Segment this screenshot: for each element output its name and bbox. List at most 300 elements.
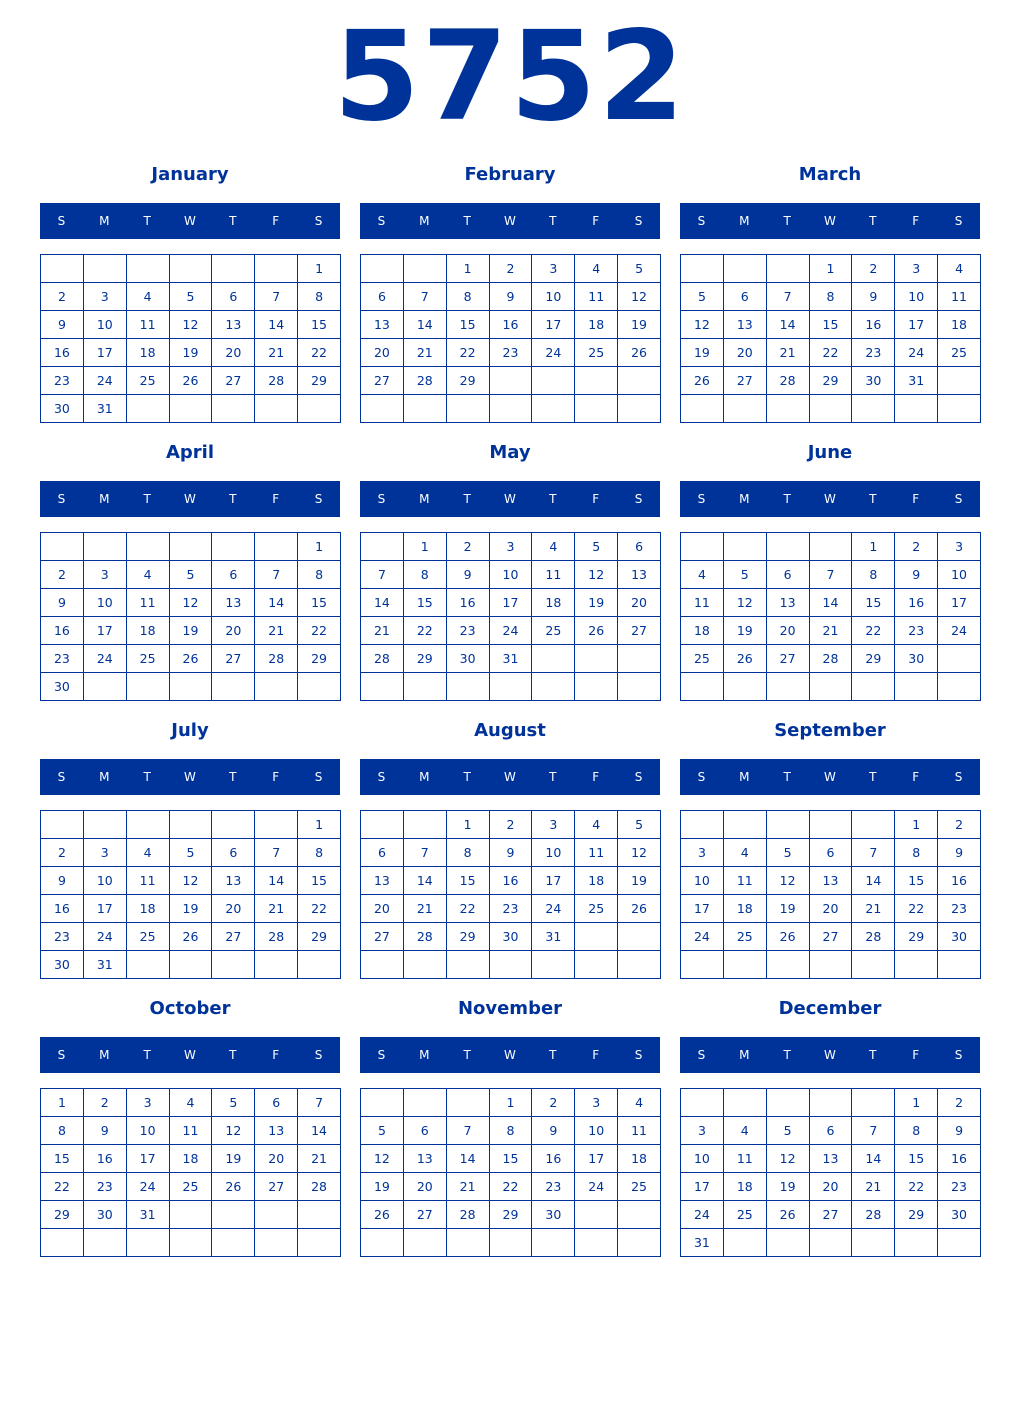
day-cell: 3 bbox=[532, 811, 575, 839]
weekday-label: M bbox=[739, 492, 750, 506]
day-cell: 17 bbox=[895, 311, 938, 339]
empty-cell bbox=[212, 1201, 255, 1229]
day-cell: 25 bbox=[724, 1201, 767, 1229]
weekday-label: T bbox=[783, 214, 791, 228]
empty-cell bbox=[41, 255, 84, 283]
weekday-label: F bbox=[272, 770, 280, 784]
weekday-label: T bbox=[549, 1048, 557, 1062]
day-cell: 23 bbox=[938, 895, 981, 923]
day-cell: 14 bbox=[404, 867, 447, 895]
empty-cell bbox=[404, 811, 447, 839]
day-cell: 7 bbox=[255, 283, 298, 311]
weekday-label: F bbox=[592, 492, 600, 506]
empty-cell bbox=[618, 951, 661, 979]
day-cell: 26 bbox=[170, 645, 213, 673]
day-cell: 13 bbox=[212, 589, 255, 617]
day-cell: 28 bbox=[447, 1201, 490, 1229]
day-cell: 5 bbox=[575, 533, 618, 561]
empty-cell bbox=[724, 1089, 767, 1117]
day-cell: 8 bbox=[447, 839, 490, 867]
empty-cell bbox=[724, 533, 767, 561]
weekday-header bbox=[40, 481, 340, 517]
day-cell: 22 bbox=[810, 339, 853, 367]
day-cell: 28 bbox=[255, 923, 298, 951]
day-cell: 30 bbox=[938, 1201, 981, 1229]
day-cell: 28 bbox=[810, 645, 853, 673]
day-cell: 14 bbox=[810, 589, 853, 617]
day-cell: 22 bbox=[447, 339, 490, 367]
weekday-label: F bbox=[912, 492, 920, 506]
empty-cell bbox=[41, 1229, 84, 1257]
day-cell: 26 bbox=[170, 367, 213, 395]
weekday-label: T bbox=[549, 492, 557, 506]
month-name: October bbox=[149, 998, 231, 1019]
day-cell: 2 bbox=[41, 283, 84, 311]
empty-cell bbox=[938, 645, 981, 673]
day-cell: 20 bbox=[212, 617, 255, 645]
empty-cell bbox=[212, 811, 255, 839]
day-cell: 25 bbox=[127, 645, 170, 673]
empty-cell bbox=[767, 673, 810, 701]
day-cell: 20 bbox=[404, 1173, 447, 1201]
day-cell: 31 bbox=[532, 923, 575, 951]
empty-cell bbox=[361, 255, 404, 283]
month-may bbox=[360, 441, 660, 706]
weekday-label: S bbox=[634, 770, 643, 784]
empty-cell bbox=[127, 673, 170, 701]
day-cell: 7 bbox=[361, 561, 404, 589]
day-cell: 15 bbox=[447, 311, 490, 339]
day-cell: 17 bbox=[127, 1145, 170, 1173]
day-cell: 2 bbox=[895, 533, 938, 561]
day-cell: 17 bbox=[681, 895, 724, 923]
day-cell: 30 bbox=[41, 395, 84, 423]
day-cell: 18 bbox=[618, 1145, 661, 1173]
empty-cell bbox=[618, 673, 661, 701]
day-cell: 29 bbox=[490, 1201, 533, 1229]
day-cell: 16 bbox=[490, 311, 533, 339]
day-cell: 22 bbox=[41, 1173, 84, 1201]
empty-cell bbox=[170, 1201, 213, 1229]
empty-cell bbox=[255, 811, 298, 839]
empty-cell bbox=[404, 255, 447, 283]
day-cell: 18 bbox=[127, 895, 170, 923]
day-cell: 7 bbox=[404, 839, 447, 867]
day-cell: 27 bbox=[212, 923, 255, 951]
day-cell: 25 bbox=[618, 1173, 661, 1201]
day-cell: 15 bbox=[298, 589, 341, 617]
day-cell: 20 bbox=[767, 617, 810, 645]
day-cell: 6 bbox=[767, 561, 810, 589]
day-cell: 24 bbox=[681, 1201, 724, 1229]
day-cell: 31 bbox=[127, 1201, 170, 1229]
day-cell: 6 bbox=[255, 1089, 298, 1117]
day-cell: 8 bbox=[447, 283, 490, 311]
empty-cell bbox=[938, 367, 981, 395]
empty-cell bbox=[532, 673, 575, 701]
weekday-label: T bbox=[783, 492, 791, 506]
day-cell: 7 bbox=[255, 839, 298, 867]
empty-cell bbox=[361, 395, 404, 423]
weekday-label: T bbox=[143, 770, 151, 784]
day-cell: 28 bbox=[852, 923, 895, 951]
weekday-label: S bbox=[377, 1048, 386, 1062]
day-cell: 4 bbox=[127, 839, 170, 867]
weekday-label: T bbox=[869, 492, 877, 506]
weekday-label: W bbox=[824, 214, 836, 228]
day-cell: 26 bbox=[767, 1201, 810, 1229]
day-cell: 10 bbox=[84, 311, 127, 339]
day-grid bbox=[360, 254, 661, 423]
empty-cell bbox=[852, 951, 895, 979]
empty-cell bbox=[41, 811, 84, 839]
empty-cell bbox=[170, 255, 213, 283]
day-cell: 12 bbox=[170, 589, 213, 617]
day-cell: 8 bbox=[404, 561, 447, 589]
weekday-header bbox=[680, 481, 980, 517]
day-cell: 23 bbox=[532, 1173, 575, 1201]
day-cell: 8 bbox=[810, 283, 853, 311]
weekday-label: S bbox=[697, 770, 706, 784]
day-cell: 30 bbox=[84, 1201, 127, 1229]
weekday-label: W bbox=[504, 492, 516, 506]
empty-cell bbox=[404, 673, 447, 701]
day-cell: 29 bbox=[447, 923, 490, 951]
empty-cell bbox=[852, 673, 895, 701]
day-cell: 2 bbox=[938, 1089, 981, 1117]
day-cell: 22 bbox=[895, 895, 938, 923]
day-cell: 23 bbox=[895, 617, 938, 645]
month-august bbox=[360, 719, 660, 984]
day-cell: 16 bbox=[852, 311, 895, 339]
day-cell: 5 bbox=[170, 839, 213, 867]
day-cell: 3 bbox=[895, 255, 938, 283]
day-cell: 26 bbox=[575, 617, 618, 645]
day-cell: 11 bbox=[127, 867, 170, 895]
weekday-label: W bbox=[824, 492, 836, 506]
day-cell: 18 bbox=[127, 339, 170, 367]
month-october bbox=[40, 997, 340, 1262]
day-cell: 5 bbox=[681, 283, 724, 311]
day-cell: 19 bbox=[681, 339, 724, 367]
day-cell: 17 bbox=[575, 1145, 618, 1173]
weekday-label: S bbox=[697, 214, 706, 228]
day-cell: 18 bbox=[575, 867, 618, 895]
weekday-header bbox=[360, 759, 660, 795]
day-cell: 14 bbox=[767, 311, 810, 339]
day-cell: 31 bbox=[895, 367, 938, 395]
day-cell: 12 bbox=[681, 311, 724, 339]
weekday-label: T bbox=[783, 770, 791, 784]
weekday-label: M bbox=[419, 492, 430, 506]
day-cell: 26 bbox=[767, 923, 810, 951]
month-name: November bbox=[457, 998, 563, 1019]
day-cell: 23 bbox=[41, 367, 84, 395]
empty-cell bbox=[404, 395, 447, 423]
weekday-label: T bbox=[549, 770, 557, 784]
empty-cell bbox=[532, 951, 575, 979]
day-cell: 31 bbox=[681, 1229, 724, 1257]
day-cell: 3 bbox=[84, 561, 127, 589]
day-cell: 15 bbox=[895, 867, 938, 895]
day-cell: 27 bbox=[404, 1201, 447, 1229]
empty-cell bbox=[938, 1229, 981, 1257]
day-cell: 28 bbox=[767, 367, 810, 395]
day-cell: 25 bbox=[532, 617, 575, 645]
weekday-label: T bbox=[143, 492, 151, 506]
day-cell: 29 bbox=[895, 1201, 938, 1229]
weekday-label: S bbox=[314, 214, 323, 228]
day-cell: 12 bbox=[767, 867, 810, 895]
empty-cell bbox=[84, 255, 127, 283]
day-cell: 22 bbox=[895, 1173, 938, 1201]
day-cell: 9 bbox=[938, 1117, 981, 1145]
day-cell: 27 bbox=[724, 367, 767, 395]
day-cell: 11 bbox=[127, 311, 170, 339]
weekday-header bbox=[40, 759, 340, 795]
day-cell: 7 bbox=[767, 283, 810, 311]
weekday-label: W bbox=[504, 770, 516, 784]
empty-cell bbox=[298, 1229, 341, 1257]
empty-cell bbox=[575, 367, 618, 395]
weekday-label: S bbox=[377, 492, 386, 506]
day-cell: 28 bbox=[255, 645, 298, 673]
month-september bbox=[680, 719, 980, 984]
day-cell: 30 bbox=[41, 951, 84, 979]
day-cell: 9 bbox=[490, 839, 533, 867]
day-cell: 12 bbox=[767, 1145, 810, 1173]
day-cell: 26 bbox=[681, 367, 724, 395]
day-cell: 17 bbox=[84, 339, 127, 367]
day-cell: 30 bbox=[447, 645, 490, 673]
day-cell: 10 bbox=[938, 561, 981, 589]
day-cell: 2 bbox=[41, 561, 84, 589]
day-cell: 19 bbox=[361, 1173, 404, 1201]
empty-cell bbox=[681, 951, 724, 979]
empty-cell bbox=[724, 395, 767, 423]
day-cell: 6 bbox=[361, 283, 404, 311]
empty-cell bbox=[255, 533, 298, 561]
weekday-label: M bbox=[99, 770, 110, 784]
day-cell: 25 bbox=[127, 367, 170, 395]
weekday-label: F bbox=[272, 492, 280, 506]
empty-cell bbox=[170, 533, 213, 561]
weekday-label: F bbox=[272, 1048, 280, 1062]
day-cell: 13 bbox=[404, 1145, 447, 1173]
day-cell: 6 bbox=[810, 1117, 853, 1145]
empty-cell bbox=[490, 951, 533, 979]
weekday-label: T bbox=[463, 214, 471, 228]
empty-cell bbox=[724, 951, 767, 979]
day-grid bbox=[680, 1088, 981, 1257]
weekday-label: W bbox=[504, 214, 516, 228]
day-cell: 3 bbox=[490, 533, 533, 561]
month-name: December bbox=[778, 998, 882, 1019]
day-cell: 20 bbox=[212, 895, 255, 923]
weekday-label: S bbox=[377, 770, 386, 784]
day-cell: 19 bbox=[170, 339, 213, 367]
day-cell: 25 bbox=[575, 339, 618, 367]
day-grid bbox=[40, 532, 341, 701]
day-cell: 3 bbox=[532, 255, 575, 283]
day-cell: 19 bbox=[767, 895, 810, 923]
day-cell: 14 bbox=[361, 589, 404, 617]
weekday-header bbox=[680, 1037, 980, 1073]
day-cell: 8 bbox=[895, 839, 938, 867]
day-cell: 18 bbox=[575, 311, 618, 339]
day-cell: 8 bbox=[490, 1117, 533, 1145]
day-cell: 10 bbox=[127, 1117, 170, 1145]
day-cell: 28 bbox=[404, 367, 447, 395]
day-cell: 1 bbox=[447, 811, 490, 839]
empty-cell bbox=[618, 923, 661, 951]
empty-cell bbox=[361, 951, 404, 979]
day-cell: 20 bbox=[724, 339, 767, 367]
day-cell: 24 bbox=[127, 1173, 170, 1201]
day-cell: 4 bbox=[938, 255, 981, 283]
empty-cell bbox=[84, 1229, 127, 1257]
day-cell: 18 bbox=[724, 1173, 767, 1201]
day-cell: 17 bbox=[84, 895, 127, 923]
day-cell: 20 bbox=[255, 1145, 298, 1173]
day-cell: 9 bbox=[447, 561, 490, 589]
empty-cell bbox=[767, 1229, 810, 1257]
day-cell: 24 bbox=[575, 1173, 618, 1201]
weekday-label: F bbox=[912, 214, 920, 228]
day-cell: 3 bbox=[84, 839, 127, 867]
month-name: September bbox=[774, 720, 886, 741]
day-cell: 12 bbox=[170, 311, 213, 339]
day-cell: 19 bbox=[767, 1173, 810, 1201]
empty-cell bbox=[255, 1229, 298, 1257]
empty-cell bbox=[298, 1201, 341, 1229]
empty-cell bbox=[767, 951, 810, 979]
day-cell: 19 bbox=[618, 867, 661, 895]
weekday-header bbox=[40, 203, 340, 239]
day-cell: 4 bbox=[575, 811, 618, 839]
day-cell: 15 bbox=[298, 311, 341, 339]
day-cell: 28 bbox=[404, 923, 447, 951]
day-cell: 29 bbox=[852, 645, 895, 673]
day-cell: 30 bbox=[490, 923, 533, 951]
weekday-label: M bbox=[99, 214, 110, 228]
empty-cell bbox=[938, 395, 981, 423]
empty-cell bbox=[84, 673, 127, 701]
empty-cell bbox=[532, 1229, 575, 1257]
day-cell: 3 bbox=[84, 283, 127, 311]
day-cell: 16 bbox=[490, 867, 533, 895]
weekday-label: S bbox=[954, 492, 963, 506]
empty-cell bbox=[895, 1229, 938, 1257]
day-grid bbox=[360, 532, 661, 701]
day-cell: 25 bbox=[170, 1173, 213, 1201]
day-cell: 5 bbox=[618, 255, 661, 283]
day-cell: 17 bbox=[84, 617, 127, 645]
day-cell: 17 bbox=[681, 1173, 724, 1201]
day-cell: 27 bbox=[361, 923, 404, 951]
day-cell: 11 bbox=[127, 589, 170, 617]
empty-cell bbox=[681, 811, 724, 839]
day-cell: 1 bbox=[810, 255, 853, 283]
day-cell: 9 bbox=[41, 867, 84, 895]
day-grid bbox=[40, 1088, 341, 1257]
empty-cell bbox=[852, 1089, 895, 1117]
empty-cell bbox=[767, 255, 810, 283]
day-cell: 28 bbox=[255, 367, 298, 395]
empty-cell bbox=[810, 533, 853, 561]
month-name: February bbox=[464, 164, 556, 185]
weekday-label: S bbox=[57, 1048, 66, 1062]
empty-cell bbox=[767, 1089, 810, 1117]
empty-cell bbox=[212, 951, 255, 979]
empty-cell bbox=[127, 951, 170, 979]
weekday-label: S bbox=[697, 1048, 706, 1062]
empty-cell bbox=[84, 533, 127, 561]
day-cell: 3 bbox=[575, 1089, 618, 1117]
day-cell: 13 bbox=[212, 311, 255, 339]
day-grid bbox=[680, 532, 981, 701]
day-cell: 24 bbox=[84, 367, 127, 395]
day-cell: 24 bbox=[532, 895, 575, 923]
empty-cell bbox=[298, 673, 341, 701]
empty-cell bbox=[724, 1229, 767, 1257]
day-cell: 24 bbox=[938, 617, 981, 645]
day-cell: 20 bbox=[212, 339, 255, 367]
day-cell: 1 bbox=[490, 1089, 533, 1117]
day-cell: 18 bbox=[724, 895, 767, 923]
day-cell: 1 bbox=[298, 811, 341, 839]
day-cell: 23 bbox=[490, 339, 533, 367]
day-cell: 14 bbox=[255, 311, 298, 339]
day-cell: 23 bbox=[447, 617, 490, 645]
empty-cell bbox=[575, 395, 618, 423]
empty-cell bbox=[852, 811, 895, 839]
empty-cell bbox=[361, 673, 404, 701]
day-cell: 26 bbox=[618, 339, 661, 367]
weekday-label: W bbox=[184, 214, 196, 228]
empty-cell bbox=[681, 673, 724, 701]
day-cell: 11 bbox=[575, 283, 618, 311]
day-cell: 8 bbox=[41, 1117, 84, 1145]
day-grid bbox=[360, 810, 661, 979]
weekday-label: S bbox=[57, 214, 66, 228]
empty-cell bbox=[127, 255, 170, 283]
empty-cell bbox=[681, 395, 724, 423]
empty-cell bbox=[127, 533, 170, 561]
month-november bbox=[360, 997, 660, 1262]
empty-cell bbox=[767, 533, 810, 561]
weekday-label: T bbox=[143, 214, 151, 228]
day-cell: 13 bbox=[361, 311, 404, 339]
day-cell: 30 bbox=[852, 367, 895, 395]
empty-cell bbox=[724, 811, 767, 839]
day-cell: 20 bbox=[618, 589, 661, 617]
day-cell: 10 bbox=[532, 283, 575, 311]
day-cell: 9 bbox=[852, 283, 895, 311]
day-cell: 10 bbox=[84, 589, 127, 617]
day-cell: 1 bbox=[298, 533, 341, 561]
day-cell: 21 bbox=[404, 895, 447, 923]
day-cell: 26 bbox=[618, 895, 661, 923]
day-cell: 23 bbox=[852, 339, 895, 367]
empty-cell bbox=[212, 1229, 255, 1257]
day-cell: 13 bbox=[724, 311, 767, 339]
day-cell: 21 bbox=[361, 617, 404, 645]
weekday-label: M bbox=[739, 770, 750, 784]
weekday-label: T bbox=[869, 214, 877, 228]
day-cell: 8 bbox=[895, 1117, 938, 1145]
weekday-label: F bbox=[272, 214, 280, 228]
